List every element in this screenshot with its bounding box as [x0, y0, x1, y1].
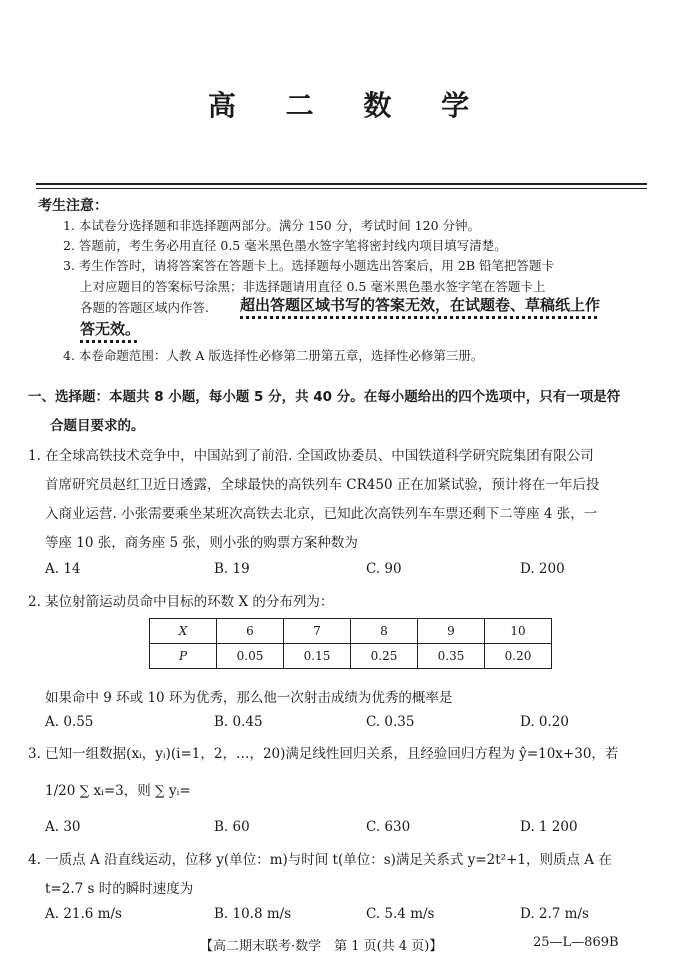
q2-option-d: D. 0.20 — [520, 714, 569, 730]
notice-heading: 考生注意： — [38, 198, 108, 214]
q1-option-b: B. 19 — [214, 561, 250, 577]
q2-follow: 如果命中 9 环或 10 环为优秀，那么他一次射击成绩为优秀的概率是 — [45, 690, 453, 706]
q4-line-2: t=2.7 s 时的瞬时速度为 — [45, 881, 194, 897]
notice-item-3-cont-1: 上对应题目的答案标号涂黑；非选择题请用直径 0.5 毫米黑色墨水签字笔在答题卡上 — [80, 279, 546, 294]
notice-emphasis-1: 超出答题区域书写的答案无效，在试题卷、草稿纸上作 — [240, 296, 601, 314]
q1-option-d: D. 200 — [520, 561, 565, 577]
table-cell: 8 — [351, 619, 418, 644]
page-title: 高 二 数 学 — [207, 89, 490, 122]
table-cell: 0.35 — [418, 644, 485, 669]
notice-item-3: 3. 考生作答时，请将答案答在答题卡上。选择题每小题选出答案后，用 2B 铅笔把答题卡 — [63, 258, 554, 273]
notice-item-1: 1. 本试卷分选择题和非选择题两部分。满分 150 分，考试时间 120 分钟。 — [63, 218, 481, 233]
q4-option-c: C. 5.4 m/s — [366, 906, 435, 922]
q4-option-d: D. 2.7 m/s — [520, 906, 589, 922]
table-cell: 0.05 — [217, 644, 284, 669]
footer-code: 25—L—869B — [533, 935, 619, 950]
q3-line-2: 1/20 ∑ xᵢ=3，则 ∑ yᵢ= — [45, 783, 191, 799]
q1-line-3: 入商业运营. 小张需要乘坐某班次高铁去北京，已知此次高铁列车车票还剩下二等座 4 张，一 — [45, 506, 598, 522]
table-cell: 9 — [418, 619, 485, 644]
q2-option-b: B. 0.45 — [214, 714, 263, 730]
table-cell: 0.20 — [485, 644, 552, 669]
table-row-p — [150, 644, 552, 669]
q4-line-1: 4. 一质点 A 沿直线运动，位移 y(单位：m)与时间 t(单位：s)满足关系式 y=2t²+1，则质点 A 在 — [28, 852, 612, 868]
q4-option-b: B. 10.8 m/s — [214, 906, 292, 922]
q1-option-a: A. 14 — [45, 561, 81, 577]
q2-option-a: A. 0.55 — [45, 714, 94, 730]
q3-option-a: A. 30 — [45, 819, 81, 835]
section-heading-cont: 合题目要求的。 — [50, 418, 145, 434]
table-row-x — [150, 619, 552, 644]
q1-line-4: 等座 10 张，商务座 5 张，则小张的购票方案种数为 — [45, 535, 358, 551]
q1-line-1: 1. 在全球高铁技术竞争中，中国站到了前沿. 全国政协委员、中国铁道科学研究院集团有限公司 — [28, 448, 594, 464]
table-cell: 0.15 — [284, 644, 351, 669]
notice-emphasis-2: 答无效。 — [80, 320, 141, 338]
table-cell: 10 — [485, 619, 552, 644]
header-rule-thin — [36, 188, 647, 189]
notice-item-2: 2. 答题前，考生务必用直径 0.5 毫米黑色墨水签字笔将密封线内项目填写清楚。 — [63, 238, 507, 253]
notice-item-3-cont-2: 各题的答题区域内作答. — [80, 300, 209, 315]
footer-page-info: 【高二期末联考·数学 第 1 页(共 4 页)】 — [200, 939, 443, 954]
table-cell: 0.25 — [351, 644, 418, 669]
table-cell: 7 — [284, 619, 351, 644]
notice-item-4: 4. 本卷命题范围：人教 A 版选择性必修第二册第五章，选择性必修第三册。 — [63, 348, 484, 363]
q1-option-c: C. 90 — [366, 561, 402, 577]
distribution-table — [149, 618, 552, 669]
table-cell: 6 — [217, 619, 284, 644]
q3-option-b: B. 60 — [214, 819, 250, 835]
q1-line-2: 首席研究员赵红卫近日透露，全球最快的高铁列车 CR450 正在加紧试验，预计将在一年后投 — [45, 477, 600, 493]
q3-line-1: 3. 已知一组数据(xᵢ，yᵢ)(i=1，2，…，20)满足线性回归关系，且经验回归方程为 ŷ=10x+30，若 — [28, 746, 619, 762]
q2-option-c: C. 0.35 — [366, 714, 415, 730]
q2-stem: 2. 某位射箭运动员命中目标的环数 X 的分布列为： — [28, 594, 334, 610]
header-rule-thick — [36, 183, 647, 185]
q3-option-d: D. 1 200 — [520, 819, 578, 835]
section-heading: 一、选择题：本题共 8 小题，每小题 5 分，共 40 分。在每小题给出的四个选项中，只有一项是符 — [28, 389, 621, 405]
q3-option-c: C. 630 — [366, 819, 411, 835]
table-cell: X — [150, 619, 217, 644]
table-cell: P — [150, 644, 217, 669]
q4-option-a: A. 21.6 m/s — [45, 906, 122, 922]
